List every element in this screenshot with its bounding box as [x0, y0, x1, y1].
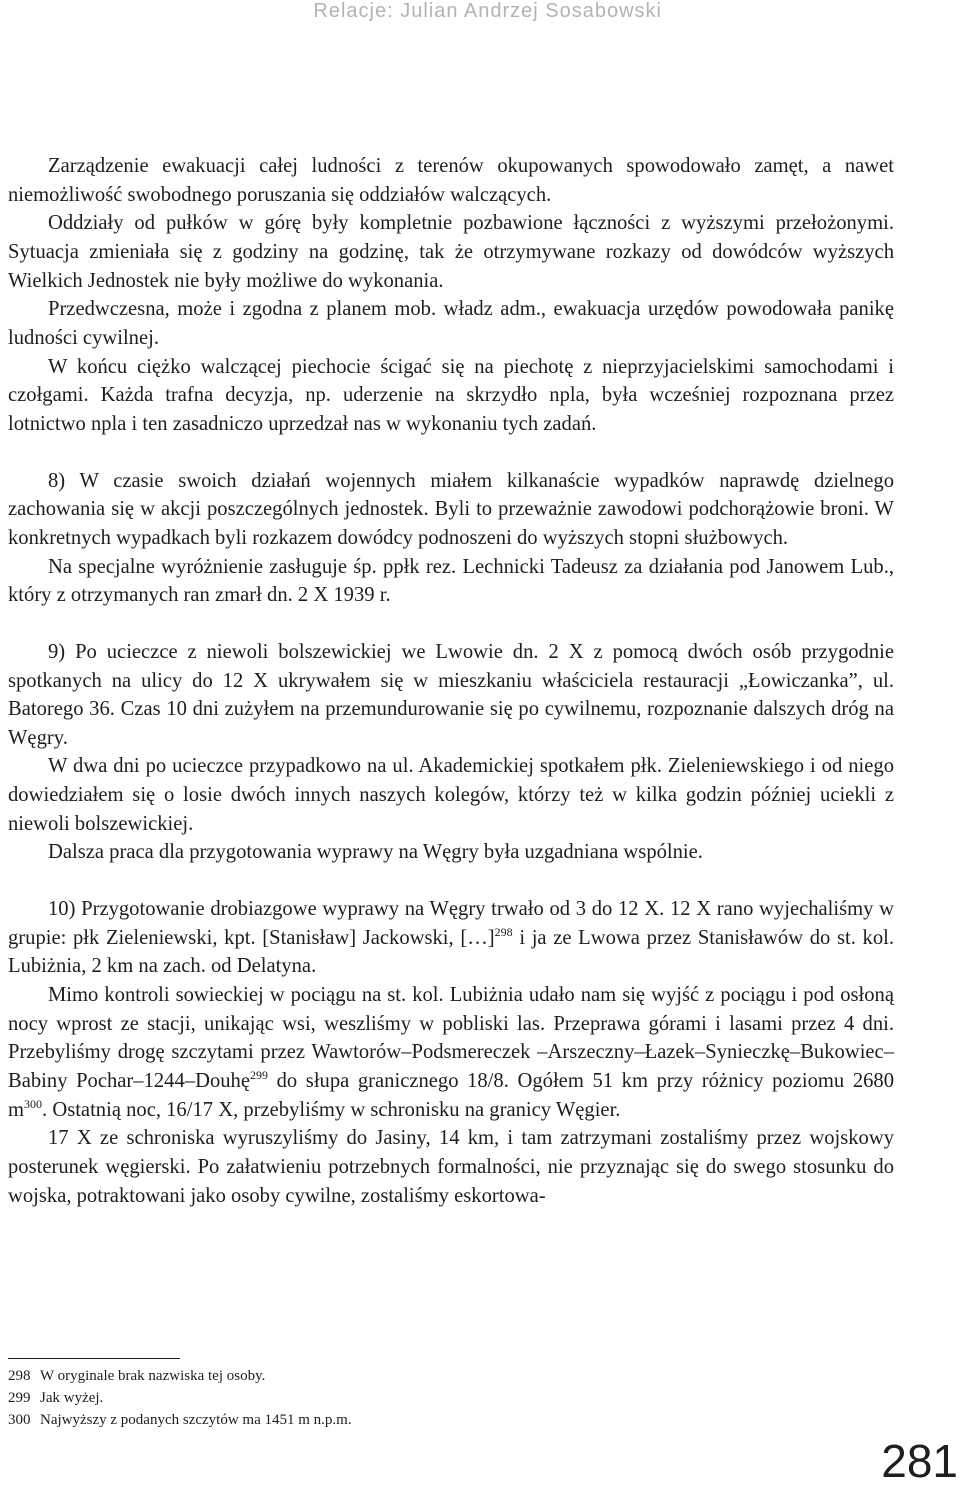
paragraph: Dalsza praca dla przygotowania wyprawy na Węgry była uzgadniana wspólnie. — [48, 841, 703, 864]
paragraph: Przedwczesna, może i zgodna z planem mob. władz adm., ewakuacja urzędów powodowała panikę ludności cywilnej. — [8, 298, 894, 349]
page-number: 281 — [881, 1435, 958, 1487]
running-header: Relacje: Julian Andrzej Sosabowski — [313, 0, 662, 22]
paragraph: 8) W czasie swoich działań wojennych miałem kilkanaście wypadków naprawdę dzielnego zachowania się w akcji poszczególnych jednostek. Byli to przeważnie zawodowi podchorążowie broni. W konkretnych wypadkach byli rozkazem dowódcy podnoszeni do wyższych stopni służbowych. — [8, 469, 894, 549]
footnote-ref: 298 — [494, 924, 513, 939]
paragraph-text: Mimo kontroli sowieckiej w pociągu na st. kol. Lubiżnia udało nam się wyjść z pociągu i pod osłoną nocy wprost ze stacji, unikając wsi, weszliśmy w pobliski las. Przeprawa górami i lasami przez 4 dni. Przebyliśmy drogę szczytami przez Wawtorów–Podsmereczek –Arszeczny–Łazek–Synieczkę–Bukowiec–Babiny Pochar–1244–Douhę — [8, 984, 894, 1093]
footnote-number: 299 — [8, 1390, 31, 1406]
footnotes — [8, 1365, 888, 1431]
paragraph — [8, 895, 894, 981]
footnote-text: W oryginale brak nazwiska tej osoby. — [40, 1368, 266, 1384]
body-text — [8, 152, 894, 1210]
footnote — [8, 1409, 888, 1431]
footnote — [8, 1387, 888, 1409]
paragraph: 17 X ze schroniska wyruszyliśmy do Jasiny, 14 km, i tam zatrzymani zostaliśmy przez wojskowy posterunek węgierski. Po załatwieniu potrzebnych formalności, nie przyznając się do swego stosunku do wojska, potraktowani jako osoby cywilne, zostaliśmy eskortowa- — [8, 1127, 894, 1207]
paragraph-text: do słupa granicznego 18/8. Ogółem 51 km przy różnicy poziomu 2680 m — [8, 1070, 895, 1121]
paragraph: W końcu ciężko walczącej piechocie ścigać się na piechotę z nieprzyjacielskimi samochodami i czołgami. Każda trafna decyzja, np. uderzenie na skrzydło npla, była wcześniej rozpoznana przez lotnictwo npla i ten zasadniczo uprzedzał nas w wykonaniu tych zadań. — [8, 355, 894, 435]
footnote-text: Jak wyżej. — [40, 1390, 104, 1406]
footnote-number: 300 — [8, 1412, 31, 1428]
footnote — [8, 1365, 888, 1387]
paragraph: Zarządzenie ewakuacji całej ludności z terenów okupowanych spowodowało zamęt, a nawet niemożliwość swobodnego poruszania się oddziałów walczących. — [8, 155, 894, 206]
paragraph-text: . Ostatnią noc, 16/17 X, przebyliśmy w schronisku na granicy Węgier. — [42, 1098, 621, 1121]
paragraph: 9) Po ucieczce z niewoli bolszewickiej we Lwowie dn. 2 X z pomocą dwóch osób przygodnie spotkanych na ulicy do 12 X ukrywałem się w mieszkaniu właściciela restauracji „Łowiczanka”, ul. Batorego 36. Czas 10 dni zużyłem na przemundurowanie się po cywilnemu, rozpoznanie dalszych dróg na Węgry. — [8, 640, 894, 749]
footnote-text: Najwyższy z podanych szczytów ma 1451 m n.p.m. — [40, 1412, 352, 1428]
footnote-rule — [8, 1358, 180, 1359]
paragraph: W dwa dni po ucieczce przypadkowo na ul. Akademickiej spotkałem płk. Zieleniewskiego i od niego dowiedziałem się o losie dwóch innych naszych kolegów, którzy też w kilka godzin później uciekli z niewoli bolszewickiej. — [8, 755, 894, 835]
paragraph — [8, 981, 894, 1124]
paragraph-text: i ja ze Lwowa przez Stanisławów do st. kol. Lubiżnia, 2 km na zach. od Delatyna. — [8, 926, 894, 978]
paragraph-text: 10) Przygotowanie drobiazgowe wyprawy na Węgry trwało od 3 do 12 X. 12 X rano wyjechaliśmy w grupie: płk Zieleniewski, kpt. [Stanisław] Jackowski, […] — [8, 898, 894, 949]
footnote-ref: 300 — [24, 1096, 43, 1111]
paragraph: Na specjalne wyróżnienie zasługuje śp. ppłk rez. Lechnicki Tadeusz za działania pod Janowem Lub., który z otrzymanych ran zmarł dn. 2 X 1939 r. — [8, 555, 894, 607]
footnote-ref: 299 — [249, 1068, 268, 1083]
footnote-number: 298 — [8, 1368, 31, 1384]
paragraph: Oddziały od pułków w górę były kompletnie pozbawione łączności z wyższymi przełożonymi. Sytuacja zmieniała się z godziny na godzinę, tak że otrzymywane rozkazy od dowódców wyższych Wielkich Jednostek nie były możliwe do wykonania. — [8, 212, 894, 292]
